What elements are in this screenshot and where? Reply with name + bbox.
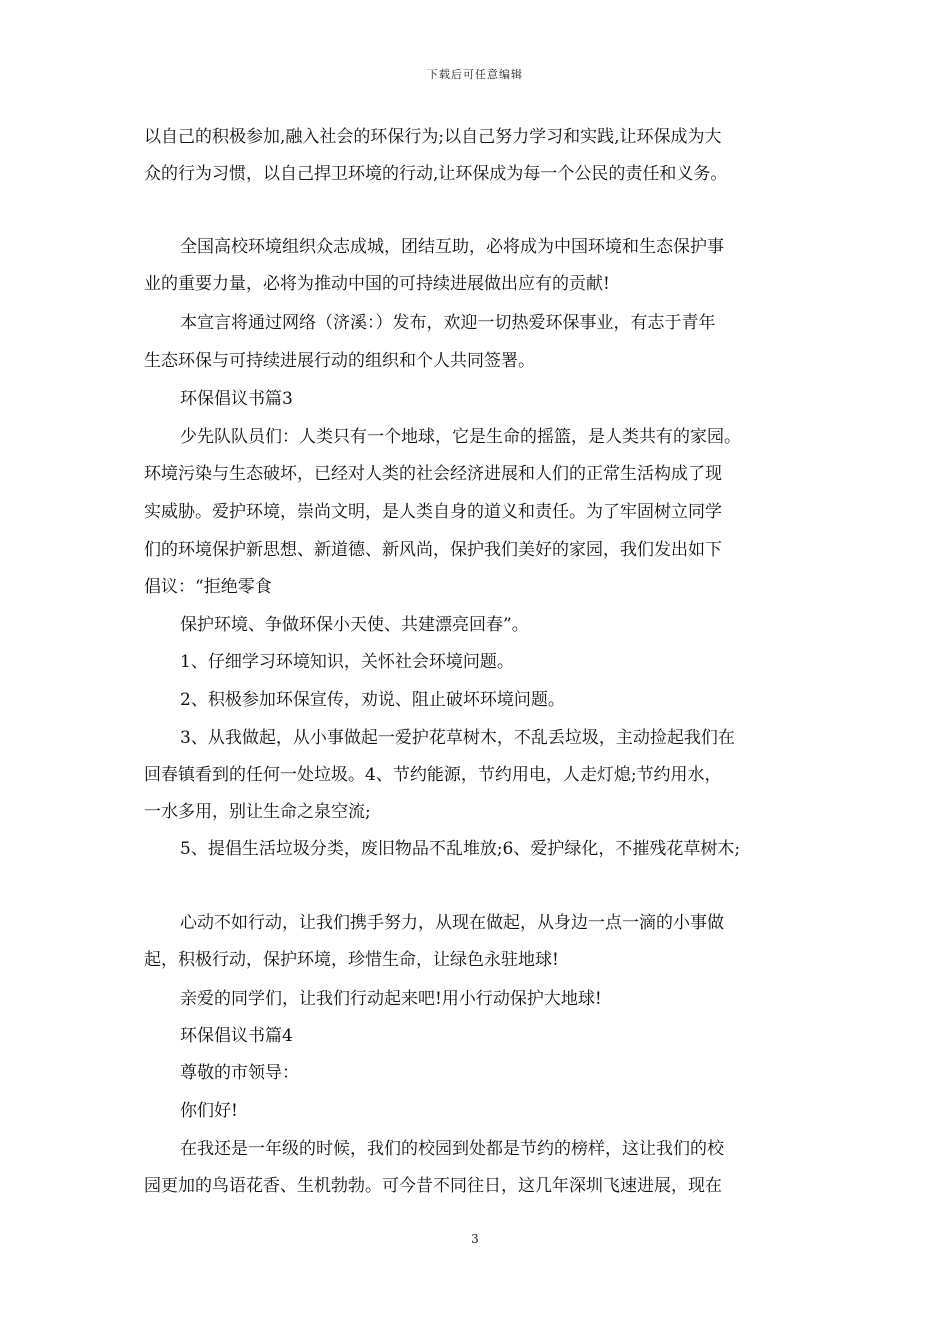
text-line: 一水多用，别让生命之泉空流; <box>144 802 371 822</box>
text-line: 起，积极行动，保护环境，珍惜生命，让绿色永驻地球! <box>144 950 559 970</box>
text-line: 以自己的积极参加,融入社会的环保行为;以自己努力学习和实践,让环保成为大 <box>144 127 722 147</box>
text-line: 业的重要力量，必将为推动中国的可持续进展做出应有的贡献! <box>144 274 610 294</box>
paragraph-start-line: 心动不如行动，让我们携手努力，从现在做起，从身边一点一滴的小事做 <box>180 913 724 933</box>
list-item: 2、积极参加环保宣传，劝说、阻止破坏环境问题。 <box>180 690 565 710</box>
paragraph-start-line: 全国高校环境组织众志成城，团结互助，必将成为中国环境和生态保护事 <box>180 237 724 257</box>
list-item: 3、从我做起，从小事做起一爱护花草树木，不乱丢垃圾，主动捡起我们在 <box>180 728 735 748</box>
paragraph-start-line: 少先队队员们：人类只有一个地球，它是生命的摇篮，是人类共有的家园。 <box>180 427 741 447</box>
text-line: 回春镇看到的任何一处垃圾。4、节约能源，节约用电，人走灯熄;节约用水， <box>144 765 722 785</box>
text-line: 生态环保与可持续进展行动的组织和个人共同签署。 <box>144 351 535 371</box>
greeting: 你们好! <box>180 1101 238 1121</box>
paragraph-start-line: 保护环境、争做环保小天使、共建漂亮回春”。 <box>180 615 529 635</box>
list-item: 5、提倡生活垃圾分类，废旧物品不乱堆放;6、爱护绿化，不摧残花草树木; <box>180 839 741 859</box>
text-line: 们的环境保护新思想、新道德、新风尚，保护我们美好的家园，我们发出如下 <box>144 540 722 560</box>
section-heading: 环保倡议书篇3 <box>180 389 293 409</box>
paragraph-start-line: 在我还是一年级的时候，我们的校园到处都是节约的榜样，这让我们的校 <box>180 1139 724 1159</box>
salutation: 尊敬的市领导： <box>180 1063 299 1083</box>
text-line: 环境污染与生态破坏，已经对人类的社会经济进展和人们的正常生活构成了现 <box>144 464 722 484</box>
paragraph-start-line: 亲爱的同学们，让我们行动起来吧!用小行动保护大地球! <box>180 989 602 1009</box>
text-line: 众的行为习惯，以自己捍卫环境的行动,让环保成为每一个公民的责任和义务。 <box>144 164 728 184</box>
paragraph-start-line: 本宣言将通过网络（济溪：）发布，欢迎一切热爱环保事业，有志于青年 <box>180 313 716 333</box>
text-line: 实威胁。爱护环境，崇尚文明，是人类自身的道义和责任。为了牢固树立同学 <box>144 502 722 522</box>
text-line: 园更加的鸟语花香、生机勃勃。可今昔不同往日，这几年深圳飞速进展，现在 <box>144 1176 722 1196</box>
page-header: 下载后可任意编辑 <box>427 68 523 81</box>
text-line: 倡议：“拒绝零食 <box>144 577 272 597</box>
section-heading: 环保倡议书篇4 <box>180 1026 293 1046</box>
page-number: 3 <box>471 1232 479 1246</box>
list-item: 1、仔细学习环境知识，关怀社会环境问题。 <box>180 652 514 672</box>
